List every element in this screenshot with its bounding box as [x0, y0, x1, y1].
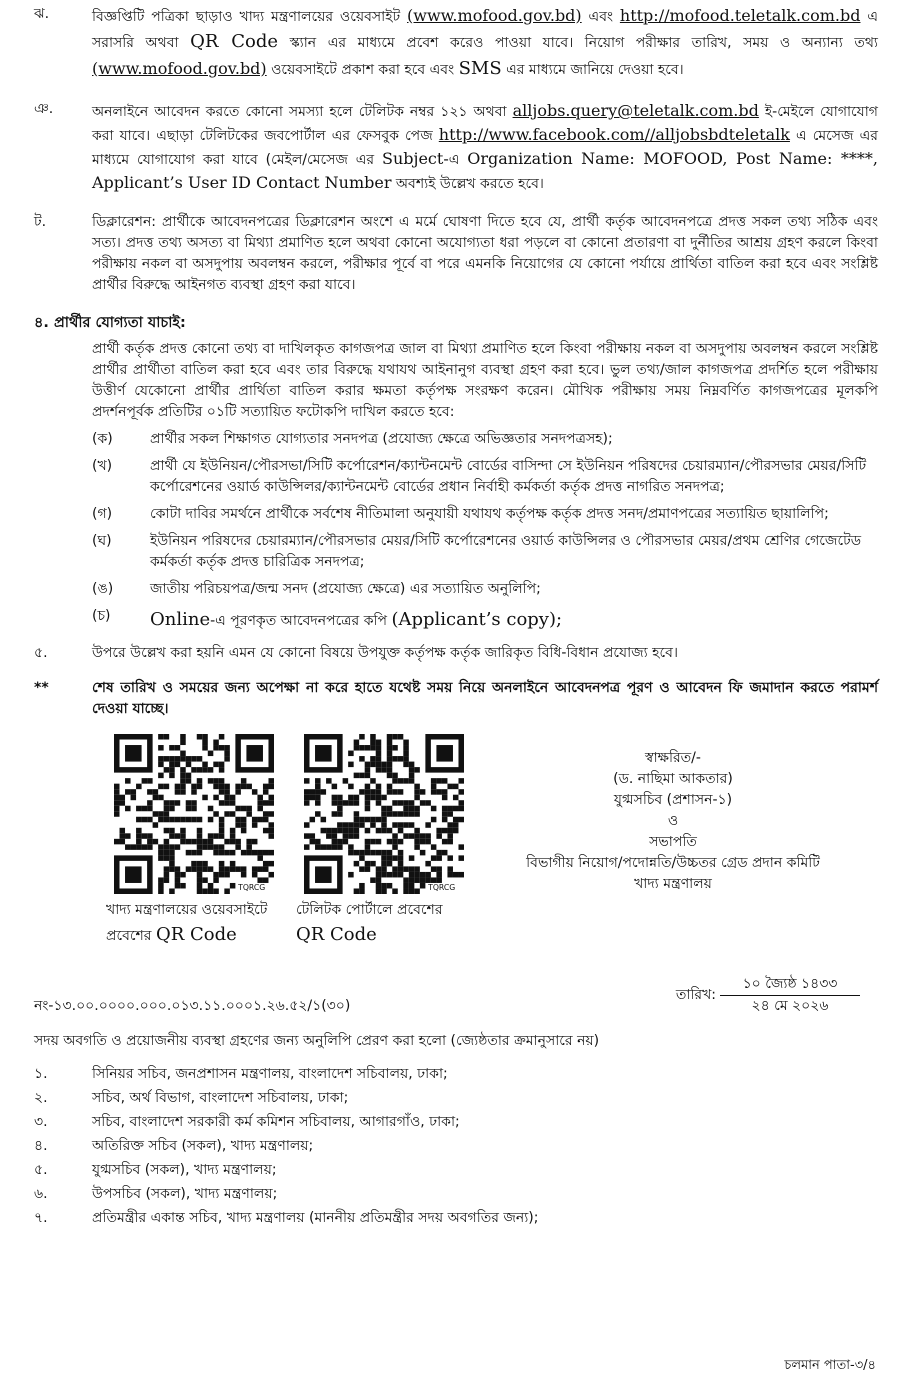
- text-run: Online: [150, 608, 211, 630]
- text-run: এবং: [581, 9, 620, 25]
- qr-caption-line: QR Code: [296, 923, 377, 945]
- list-item: [92, 579, 878, 600]
- qr-signature-section: [34, 734, 878, 948]
- deadline-note: [34, 678, 878, 720]
- section-paragraph: প্রার্থী কর্তৃক প্রদত্ত কোনো তথ্য বা দাখিলকৃত কাগজপত্র জাল বা মিথ্যা প্রমাণিত হলে কিংবা পরীক্ষায় নকল বা অসদুপায় অবলম্বন করলে সংশ্লিষ্ট প্রার্থীর প্রার্থীতা বাতিল করা হবে এবং তার বিরুদ্ধে যথাযথ আইনানুগ ব্যবস্থা গ্রহণ করা হবে। ভুল তথ্য/জাল কাগজপত্র প্রদর্শিত হলে পরীক্ষায় উত্তীর্ণ যেকোনো প্রার্থীর প্রার্থিতা বাতিল করার ক্ষমতা কর্তৃপক্ষ সংরক্ষণ করেন। মৌখিক পরীক্ষায় সময় নিম্নবর্ণিত কাগজপত্রের মূলকপি প্রদর্শনপূর্বক প্রতিটির ০১টি সত্যায়িত ফটোকপি দাখিল করতে হবে:: [92, 340, 878, 420]
- item-text: [92, 99, 878, 195]
- text-run: (Applicant’s copy);: [391, 608, 563, 630]
- note-marker: **: [34, 679, 49, 696]
- item-label: ট.: [34, 214, 47, 230]
- text-run: এ সরাসরি অথবা: [92, 9, 879, 51]
- text-run: ওয়েবসাইটে প্রকাশ করা হবে এবং: [266, 62, 459, 78]
- email-link[interactable]: alljobs.query@teletalk.com.bd: [512, 101, 759, 120]
- list-number: ১.: [34, 1065, 48, 1082]
- text-run: Subject-: [381, 149, 449, 168]
- date-gregorian: ২৪ মে ২০২৬: [751, 997, 829, 1014]
- text-run: -এ পূরণকৃত আবেদনপত্রের কপি: [210, 612, 392, 629]
- text-run: বিজ্ঞপ্তিটি পত্রিকা ছাড়াও খাদ্য মন্ত্রণালয়ের ওয়েবসাইট: [92, 9, 407, 25]
- list-item: [34, 1088, 878, 1109]
- list-text: সচিব, অর্থ বিভাগ, বাংলাদেশ সচিবালয়, ঢাকা;: [92, 1089, 349, 1106]
- memo-row: [34, 974, 878, 1017]
- qr-block-mofood: [106, 734, 296, 948]
- committee-name: বিভাগীয় নিয়োগ/পদোন্নতি/উচ্চতর গ্রেড প্রদান কমিটি: [526, 854, 820, 871]
- text-run: স্ক্যান এর মাধ্যমে প্রবেশ করেও পাওয়া যাবে। নিয়োগ পরীক্ষার তারিখ, সময় ও অন্যান্য তথ্য: [278, 35, 878, 51]
- item-nya: [34, 99, 878, 195]
- signatory-name: (ড. নাছিমা আকতার): [613, 770, 733, 787]
- list-text: সচিব, বাংলাদেশ সরকারী কর্ম কমিশন সচিবালয়, আগারগাঁও, ঢাকা;: [92, 1113, 460, 1130]
- item-jha: [34, 4, 878, 82]
- qr-brand-label: TQRCG: [428, 882, 456, 892]
- item-label: ঞ.: [34, 101, 54, 117]
- signatory-role: সভাপতি: [649, 833, 697, 850]
- list-text: জাতীয় পরিচয়পত্র/জন্ম সনদ (প্রযোজ্য ক্ষেত্রে) এর সত্যায়িত অনুলিপি;: [150, 580, 541, 597]
- qr-caption-line: প্রবেশের: [106, 927, 156, 944]
- list-text: প্রার্থী যে ইউনিয়ন/পৌরসভা/সিটি কর্পোরেশন/ক্যান্টনমেন্ট বোর্ডের বাসিন্দা সে ইউনিয়ন পরিষদের চেয়ারম্যান/পৌরসভার মেয়র/সিটি কর্পোরেশনের ওয়ার্ড কাউন্সিলর/ক্যান্টনমেন্ট বোর্ডের প্রধান নির্বাহী কর্মকর্তা কর্তৃক প্রদত্ত নাগরিত সনদপত্র;: [150, 457, 867, 495]
- qr-caption: [106, 900, 296, 948]
- website-link[interactable]: (www.mofood.gov.bd): [92, 59, 267, 78]
- list-item: [34, 1112, 878, 1133]
- ministry-name: খাদ্য মন্ত্রণালয়: [634, 875, 712, 892]
- date-label: তারিখ:: [675, 986, 716, 1003]
- item-text: ডিক্লারেশন: প্রার্থীকে আবেদনপত্রের ডিক্লারেশন অংশে এ মর্মে ঘোষণা দিতে হবে যে, প্রার্থী কর্তৃক আবেদনপত্রে প্রদত্ত সকল তথ্য সঠিক এবং সত্য। প্রদত্ত তথ্য অসত্য বা মিথ্যা প্রমাণিত হলে অথবা কোনো অযোগ্যতা ধরা পড়লে বা কোনো প্রতারণা বা দুর্নীতির আশ্রয় গ্রহণ করলে কিংবা পরীক্ষায় নকল বা অসদুপায় অবলম্বন করলে, পরীক্ষার পূর্বে বা পরে এমনকি নিয়োগের যে কোনো পর্যায়ে প্রার্থিতা বাতিল করা হবে এবং সংশ্লিষ্ট প্রার্থীর বিরুদ্ধে আইনগত ব্যবস্থা গ্রহণ করা যাবে।: [92, 214, 878, 293]
- list-item: [34, 1160, 878, 1181]
- qr-brand-label: TQRCG: [238, 882, 266, 892]
- list-item: [34, 1136, 878, 1157]
- text-run: অনলাইনে আবেদন করতে কোনো সমস্যা হলে টেলিটক নম্বর ১২১ অথবা: [92, 104, 513, 120]
- note-text: শেষ তারিখ ও সময়ের জন্য অপেক্ষা না করে হাতে যথেষ্ট সময় নিয়ে অনলাইনে আবেদনপত্র পূরণ ও আবেদন ফি জমাদান করতে পরামর্শ দেওয়া যাচ্ছে।: [92, 679, 878, 717]
- page-continuation: চলমান পাতা-৩/৪: [784, 1357, 876, 1373]
- item-5: [34, 643, 878, 664]
- conjunction: ও: [667, 812, 679, 829]
- list-text: ইউনিয়ন পরিষদের চেয়ারম্যান/পৌরসভার মেয়র/সিটি কর্পোরেশনের ওয়ার্ড কাউন্সিলর ও পৌরসভার মেয়র/প্রথম শ্রেণির গেজেটেড কর্মকর্তা কর্তৃক প্রদত্ত চারিত্রিক সনদপত্র;: [150, 532, 861, 570]
- text-run: এর মাধ্যমে জানিয়ে দেওয়া হবে।: [501, 62, 684, 78]
- qr-code-mofood[interactable]: [114, 734, 274, 894]
- list-number: ৩.: [34, 1113, 48, 1130]
- qr-caption-line: QR Code: [155, 923, 237, 945]
- list-label: (চ): [92, 607, 111, 624]
- document-list: [92, 429, 878, 633]
- list-number: ৭.: [34, 1209, 48, 1226]
- text-run: অবশ্যই উল্লেখ করতে হবে।: [391, 176, 544, 192]
- item-label: ৫.: [34, 644, 48, 661]
- cc-list: [34, 1064, 878, 1229]
- item-label: ঝ.: [34, 6, 50, 22]
- subject-format: Organization Name: MOFOOD, Post Name: ****, Applicant’s User ID Contact Number: [92, 149, 878, 192]
- qr-caption-line: টেলিটক পোর্টালে প্রবেশের: [296, 901, 443, 918]
- list-number: ৬.: [34, 1185, 48, 1202]
- list-number: ৪.: [34, 1137, 48, 1154]
- section-heading: ৪. প্রার্থীর যোগ্যতা যাচাই:: [34, 315, 186, 331]
- qr-caption-line: খাদ্য মন্ত্রণালয়ের ওয়েবসাইটে: [106, 901, 268, 918]
- list-number: ৫.: [34, 1161, 48, 1178]
- list-text: যুগ্মসচিব (সকল), খাদ্য মন্ত্রণালয়;: [92, 1161, 277, 1178]
- qr-caption: [296, 900, 486, 948]
- signature-block: [508, 734, 838, 948]
- date-block: [676, 974, 860, 1017]
- list-label: (খ): [92, 457, 113, 474]
- list-item: [92, 606, 878, 633]
- list-item: [34, 1064, 878, 1085]
- date-bengali-calendar: ১০ জ্যৈষ্ঠ ১৪৩৩: [720, 974, 860, 996]
- item-tta: [34, 212, 878, 296]
- cc-intro: সদয় অবগতি ও প্রয়োজনীয় ব্যবস্থা গ্রহণের জন্য অনুলিপি প্রেরণ করা হলো (জ্যেষ্ঠতার ক্রমানুসারে নয়): [34, 1032, 600, 1049]
- list-label: (ঙ): [92, 580, 114, 597]
- sms-text: SMS: [458, 58, 502, 79]
- list-item: [34, 1184, 878, 1205]
- list-text: [150, 606, 878, 633]
- facebook-link[interactable]: http://www.facebook.com//alljobsbdteletalk: [438, 125, 790, 144]
- list-item: [92, 429, 878, 450]
- text-run: ই-মেইলে যোগাযোগ করা যাবে। এছাড়া টেলিটকের জবপোর্টাল এর ফেসবুক পেজ: [92, 104, 878, 144]
- list-item: [92, 456, 878, 498]
- list-text: সিনিয়র সচিব, জনপ্রশাসন মন্ত্রণালয়, বাংলাদেশ সচিবালয়, ঢাকা;: [92, 1065, 448, 1082]
- list-item: [34, 1208, 878, 1229]
- list-number: ২.: [34, 1089, 48, 1106]
- teletalk-link[interactable]: http://mofood.teletalk.com.bd: [619, 6, 861, 25]
- list-item: [92, 531, 878, 573]
- list-text: কোটা দাবির সমর্থনে প্রার্থীকে সর্বশেষ নীতিমালা অনুযায়ী যথাযথ কর্তৃপক্ষ কর্তৃক প্রদত্ত সনদ/প্রমাণপত্রের সত্যায়িত ছায়ালিপি;: [150, 505, 829, 522]
- qr-code-teletalk[interactable]: [304, 734, 464, 894]
- list-text: উপসচিব (সকল), খাদ্য মন্ত্রণালয়;: [92, 1185, 278, 1202]
- list-item: [92, 504, 878, 525]
- signed-mark: স্বাক্ষরিত/-: [645, 749, 701, 766]
- signatory-title: যুগ্মসচিব (প্রশাসন-১): [613, 791, 733, 808]
- list-label: (গ): [92, 505, 113, 522]
- item-text: [92, 4, 878, 82]
- list-label: (ঘ): [92, 532, 112, 549]
- qr-block-teletalk: [296, 734, 486, 948]
- list-label: (ক): [92, 430, 113, 447]
- list-text: প্রতিমন্ত্রীর একান্ত সচিব, খাদ্য মন্ত্রণালয় (মাননীয় প্রতিমন্ত্রীর সদয় অবগতির জন্য);: [92, 1209, 539, 1226]
- text-run: এ মেসেজ এর মাধ্যমে যোগাযোগ করা যাবে (মেইল/মেসেজ এর: [92, 128, 878, 168]
- memo-number: নং-১৩.০০.০০০০.০০০.০১৩.১১.০০০১.২৬.৫২/১(৩০): [34, 997, 351, 1014]
- text-run: এ: [448, 152, 468, 168]
- website-link[interactable]: (www.mofood.gov.bd): [407, 6, 582, 25]
- list-text: প্রার্থীর সকল শিক্ষাগত যোগ্যতার সনদপত্র (প্রযোজ্য ক্ষেত্রে অভিজ্ঞতার সনদপত্রসহ);: [150, 430, 613, 447]
- list-text: অতিরিক্ত সচিব (সকল), খাদ্য মন্ত্রণালয়;: [92, 1137, 314, 1154]
- qr-code-text: QR Code: [190, 31, 279, 52]
- item-text: উপরে উল্লেখ করা হয়নি এমন যে কোনো বিষয়ে উপযুক্ত কর্তৃপক্ষ কর্তৃক জারিকৃত বিধি-বিধান প্রযোজ্য হবে।: [92, 644, 678, 661]
